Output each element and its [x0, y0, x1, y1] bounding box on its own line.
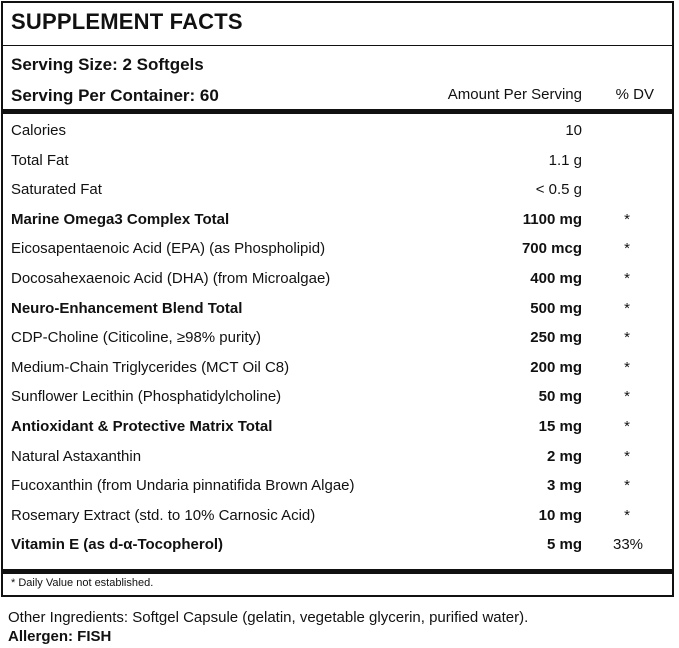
nutrient-dv: * — [624, 506, 630, 524]
nutrient-amount: 1.1 g — [548, 151, 582, 169]
nutrient-amount: 700 mcg — [521, 240, 582, 258]
nutrient-amount: 10 mg — [538, 506, 582, 524]
column-header-amount: Amount Per Serving — [447, 86, 582, 103]
nutrient-dv: * — [624, 447, 630, 465]
column-header-dv: % DV — [615, 86, 654, 103]
nutrient-name: Total Fat — [11, 151, 69, 169]
nutrient-dv: * — [624, 270, 630, 287]
allergen-statement: Allergen: FISH — [8, 628, 112, 645]
nutrient-name: Vitamin E (as d-α-Tocopherol) — [11, 536, 224, 554]
table-row — [11, 239, 672, 270]
nutrient-name: Marine Omega3 Complex Total — [11, 210, 230, 228]
nutrient-amount: 250 mg — [530, 329, 582, 347]
nutrient-amount: 15 mg — [538, 418, 582, 435]
nutrient-amount: 200 mg — [530, 358, 582, 376]
table-row — [11, 151, 672, 182]
serving-size: Serving Size: 2 Softgels — [11, 55, 204, 74]
table-row — [11, 210, 672, 241]
nutrient-amount: 500 mg — [530, 299, 582, 317]
nutrient-amount: 10 — [565, 122, 582, 139]
servings-per-container: Serving Per Container: 60 — [11, 86, 219, 105]
nutrient-name: Medium-Chain Triglycerides (MCT Oil C8) — [11, 358, 290, 376]
table-row — [11, 180, 672, 211]
divider-header — [3, 109, 672, 114]
nutrient-name: Neuro-Enhancement Blend Total — [11, 299, 243, 317]
nutrient-dv: * — [624, 210, 630, 228]
supplement-facts-panel — [1, 1, 674, 597]
divider-footer — [3, 569, 672, 574]
table-row — [11, 121, 672, 152]
nutrient-amount: 50 mg — [538, 388, 582, 406]
nutrient-dv: * — [624, 329, 630, 347]
nutrient-name: Sunflower Lecithin (Phosphatidylcholine) — [11, 388, 282, 406]
nutrient-name: Saturated Fat — [11, 181, 102, 199]
panel-title: SUPPLEMENT FACTS — [11, 9, 243, 34]
nutrient-dv: * — [624, 299, 630, 317]
nutrient-name: Natural Astaxanthin — [11, 447, 142, 465]
nutrient-name: Fucoxanthin (from Undaria pinnatifida Brown Algae) — [11, 477, 355, 495]
divider-title — [3, 45, 672, 46]
table-row — [11, 447, 672, 478]
nutrient-name: Calories — [11, 122, 67, 139]
nutrient-amount: 5 mg — [546, 536, 582, 554]
nutrient-name: CDP-Choline (Citicoline, ≥98% purity) — [11, 329, 261, 347]
nutrient-amount: 2 mg — [546, 447, 582, 465]
nutrient-name: Antioxidant & Protective Matrix Total — [11, 418, 273, 435]
other-ingredients: Other Ingredients: Softgel Capsule (gelatin, vegetable glycerin, purified water). — [8, 609, 529, 626]
footnote: * Daily Value not established. — [11, 577, 154, 589]
table-row — [11, 269, 672, 300]
table-row — [11, 506, 672, 537]
table-row — [11, 387, 672, 418]
nutrient-dv: * — [624, 477, 630, 495]
table-row — [11, 535, 672, 566]
nutrient-dv: * — [624, 240, 630, 258]
nutrient-name: Eicosapentaenoic Acid (EPA) (as Phospholipid) — [11, 240, 326, 258]
nutrient-dv: * — [624, 388, 630, 406]
nutrient-amount: 3 mg — [546, 477, 582, 495]
nutrient-amount: 1100 mg — [522, 210, 582, 228]
table-row — [11, 417, 672, 448]
table-row — [11, 476, 672, 507]
nutrient-dv: * — [624, 418, 630, 435]
nutrient-amount: < 0.5 g — [535, 181, 582, 199]
table-row — [11, 358, 672, 389]
nutrient-name: Rosemary Extract (std. to 10% Carnosic Acid) — [11, 506, 316, 524]
table-row — [11, 299, 672, 330]
nutrient-dv: * — [624, 358, 630, 376]
nutrient-name: Docosahexaenoic Acid (DHA) (from Microalgae) — [11, 270, 331, 287]
nutrient-amount: 400 mg — [530, 270, 582, 287]
nutrient-dv: 33% — [612, 536, 644, 554]
table-row — [11, 328, 672, 359]
